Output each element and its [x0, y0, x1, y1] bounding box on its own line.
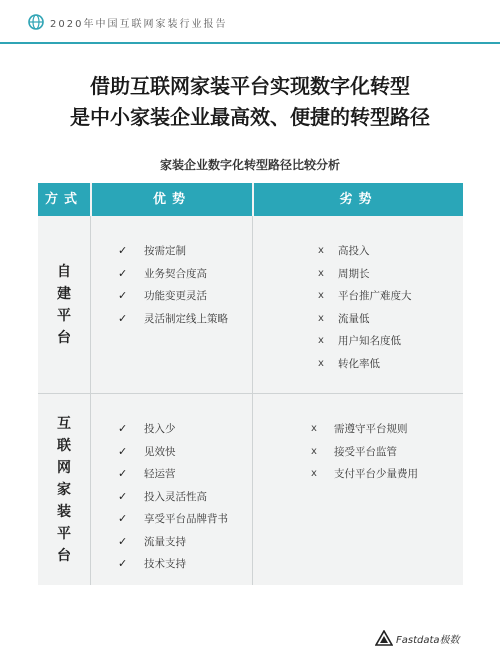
advantage-item: 流量支持 — [144, 535, 186, 548]
check-icon: ✓ — [118, 534, 128, 548]
disadvantage-item: 支付平台少量费用 — [334, 468, 418, 480]
check-icon: ✓ — [118, 289, 128, 302]
advantage-item: 见效快 — [144, 445, 176, 458]
disadvantage-item: 需遵守平台规则 — [334, 423, 408, 435]
column-divider — [90, 216, 91, 585]
cross-icon: x — [318, 245, 324, 256]
cross-icon: x — [318, 312, 324, 324]
disadvantage-item: 平台推广难度大 — [338, 290, 412, 302]
cross-icon: x — [318, 267, 324, 279]
check-icon: ✓ — [118, 444, 128, 458]
advantage-item: 灵活制定线上策略 — [144, 312, 228, 325]
row-label: 互 联 网 家 装 平 台 — [57, 415, 71, 564]
check-icon: ✓ — [118, 489, 128, 503]
advantage-item: 轻运营 — [144, 468, 176, 480]
disadvantage-item: 接受平台监管 — [334, 445, 397, 458]
advantage-item: 功能变更灵活 — [144, 290, 207, 302]
advantage-item: 业务契合度高 — [144, 267, 207, 280]
check-icon: ✓ — [118, 422, 128, 435]
report-title: 2020年中国互联网家装行业报告 — [50, 19, 228, 30]
cross-icon: x — [318, 357, 324, 369]
page-title-line-1: 借助互联网家装平台实现数字化转型 — [90, 74, 410, 98]
row-label: 自 建 平 台 — [57, 263, 71, 346]
cross-icon: x — [311, 423, 317, 434]
cross-icon: x — [311, 468, 317, 479]
fastdata-logo-icon — [375, 630, 393, 646]
disadvantage-item: 高投入 — [338, 245, 370, 257]
check-icon: ✓ — [118, 311, 128, 325]
report-header — [0, 0, 500, 44]
cross-icon: x — [311, 445, 317, 457]
table-header — [38, 183, 463, 216]
advantage-item: 投入少 — [144, 423, 176, 435]
column-divider — [252, 216, 253, 585]
brand-logo — [375, 628, 475, 648]
header-disadvantages: 劣势 — [254, 183, 463, 216]
advantage-item: 按需定制 — [144, 245, 186, 257]
brand-name: Fastdata极数 — [396, 635, 460, 646]
disadvantage-item: 用户知名度低 — [338, 335, 401, 347]
check-icon: ✓ — [118, 512, 128, 525]
check-icon: ✓ — [118, 266, 128, 280]
cross-icon: x — [318, 290, 324, 301]
check-icon: ✓ — [118, 244, 128, 257]
page-title-line-2: 是中小家装企业最高效、便捷的转型路径 — [70, 105, 430, 129]
advantage-item: 投入灵活性高 — [144, 490, 207, 503]
check-icon: ✓ — [118, 557, 128, 570]
check-icon: ✓ — [118, 467, 128, 480]
cross-icon: x — [318, 335, 324, 346]
globe-icon — [28, 14, 44, 30]
comparison-table — [38, 183, 463, 585]
disadvantage-item: 周期长 — [338, 267, 370, 280]
disadvantage-item: 转化率低 — [338, 357, 380, 370]
header-advantages: 优势 — [92, 183, 252, 216]
header-method: 方式 — [38, 183, 90, 216]
table-caption: 家装企业数字化转型路径比较分析 — [159, 158, 340, 172]
row-divider — [38, 393, 463, 394]
advantage-item: 享受平台品牌背书 — [144, 513, 228, 525]
disadvantage-item: 流量低 — [338, 312, 370, 325]
advantage-item: 技术支持 — [144, 558, 186, 570]
